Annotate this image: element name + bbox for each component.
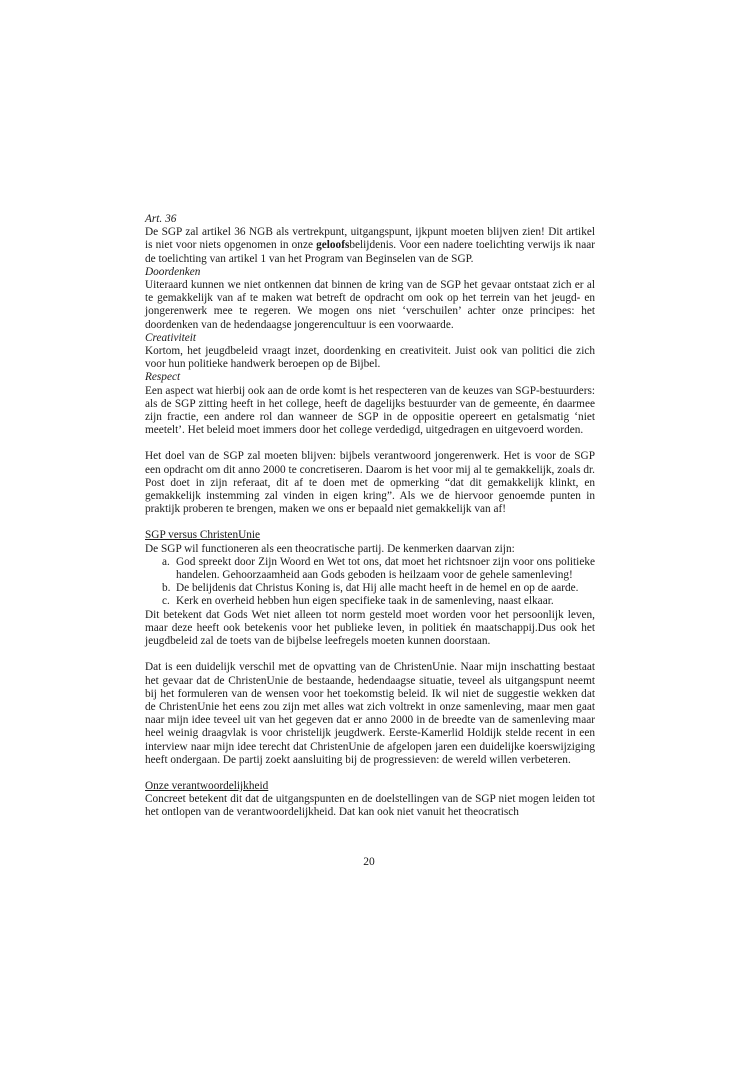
list-item-text: De belijdenis dat Christus Koning is, dat Hij alle macht heeft in de hemel en op de aarde.	[176, 582, 579, 595]
spacer	[145, 516, 595, 529]
paragraph-doel: Het doel van de SGP zal moeten blijven: bijbels verantwoord jongerenwerk. Het is voor de SGP een opdracht om dit anno 2000 te concretiseren. Daarom is het voor mij al te gemakkelijk, zoals dr. Post doet in zijn referaat, dit af te doen met de opmerking “dat dit gemakkelijk klinkt, en gemakkelijk instemming zal vinden in eigen kring”. Als we de hiervoor genoemde punten in praktijk proberen te brengen, maken we ons er bepaald niet gemakkelijk van af!	[145, 450, 595, 516]
document-body	[145, 213, 595, 820]
text-run: belijdenis. Voor een nadere toelichting verwijs ik naar de toelichting van artikel 1 van het Program van Beginselen van de SGP.	[145, 239, 595, 265]
spacer	[145, 767, 595, 780]
paragraph-doordenken: Uiteraard kunnen we niet ontkennen dat binnen de kring van de SGP het gevaar ontstaat zich er al te gemakkelijk van af te maken wat betreft de opdracht om ook op het terrein van het jeugd- en jongerenwerk mee te regeren. We mogen ons niet ‘verschuilen’ achter onze principes: het doordenken van de hedendaagse jongerencultuur is een voorwaarde.	[145, 279, 595, 331]
heading-art36: Art. 36	[145, 213, 177, 225]
paragraph-intro: De SGP wil functioneren als een theocratische partij. De kenmerken daarvan zijn:	[145, 542, 515, 555]
list-item-text: God spreekt door Zijn Woord en Wet tot ons, dat moet het richtsnoer zijn voor ons politieke handelen. Gehoorzaamheid aan Gods geboden is heilzaam voor de gehele samenleving!	[176, 555, 595, 582]
heading-respect: Respect	[145, 371, 181, 384]
heading-onze-verantwoordelijkheid: Onze verantwoordelijkheid	[145, 779, 269, 792]
list-item	[162, 582, 595, 595]
list-marker: c.	[162, 595, 170, 608]
page-number: 20	[363, 856, 375, 868]
kenmerken-list	[145, 556, 595, 609]
bold-run: geloofs	[316, 239, 350, 252]
list-item	[162, 555, 595, 582]
paragraph-creativiteit: Kortom, het jeugdbeleid vraagt inzet, doordenking en creativiteit. Juist ook van politici die zich voor hun politieke handwerk beroepen op de Bijbel.	[145, 345, 595, 371]
heading-creativiteit: Creativiteit	[145, 331, 197, 344]
list-marker: a.	[162, 555, 170, 568]
paragraph-verschil: Dat is een duidelijk verschil met de opvatting van de ChristenUnie. Naar mijn inschatting bestaat het gevaar dat de ChristenUnie de bestaande, hedendaagse situatie, teveel als uitgangspunt neemt bij het formuleren van de wensen voor het toekomstig beleid. Ik wil niet de suggestie wekken dat de ChristenUnie het eens zou zijn met alles wat zich voltrekt in onze samenleving, maar men gaat naar mijn idee teveel uit van het gegeven dat er anno 2000 in de breedte van de samenleving maar heel weinig draagvlak is voor christelijk jeugdwerk. Eerste-Kamerlid Holdijk stelde recent in een interview naar mijn idee terecht dat ChristenUnie de afgelopen jaren een duidelijke koerswijziging heeft ondergaan. De partij zoekt aansluiting bij de progressieven: de wereld willen verbeteren.	[145, 661, 595, 766]
heading-sgp-versus-christenunie: SGP versus ChristenUnie	[145, 529, 261, 542]
list-marker: b.	[162, 582, 171, 595]
spacer	[145, 437, 595, 450]
paragraph-after-list: Dit betekent dat Gods Wet niet alleen tot norm gesteld moet worden voor het persoonlijk leven, maar deze heeft ook betekenis voor het publieke leven, in politiek én maatschappij.Dus ook het jeugdbeleid zal de toets van de bijbelse leefregels moeten kunnen doorstaan.	[145, 608, 595, 648]
list-item	[162, 595, 595, 608]
spacer	[145, 648, 595, 661]
text-run: De SGP zal artikel 36 NGB als vertrekpunt, uitgangspunt, ijkpunt moeten blijven zien! Dit artikel is niet voor niets opgenomen in onze	[145, 226, 595, 252]
paragraph-respect: Een aspect wat hierbij ook aan de orde komt is het respecteren van de keuzes van SGP-bestuurders: als de SGP zitting heeft in het college, heeft de dagelijks bestuurder van de gemeente, én daarmee zijn fractie, een andere rol dan wanneer de SGP in de oppositie opereert en getalsmatig ‘niet meetelt’. Het beleid moet immers door het college verdedigd, uitgedragen en uitgevoerd worden.	[145, 384, 595, 437]
list-item-text: Kerk en overheid hebben hun eigen specifieke taak in de samenleving, naast elkaar.	[176, 595, 554, 608]
paragraph-verantwoordelijkheid: Concreet betekent dit dat de uitgangspunten en de doelstellingen van de SGP niet mogen leiden tot het ontlopen van de verantwoordelijkheid. Dat kan ook niet vanuit het theocratisch	[145, 793, 595, 819]
heading-doordenken: Doordenken	[145, 265, 201, 278]
paragraph-art36	[145, 226, 595, 266]
